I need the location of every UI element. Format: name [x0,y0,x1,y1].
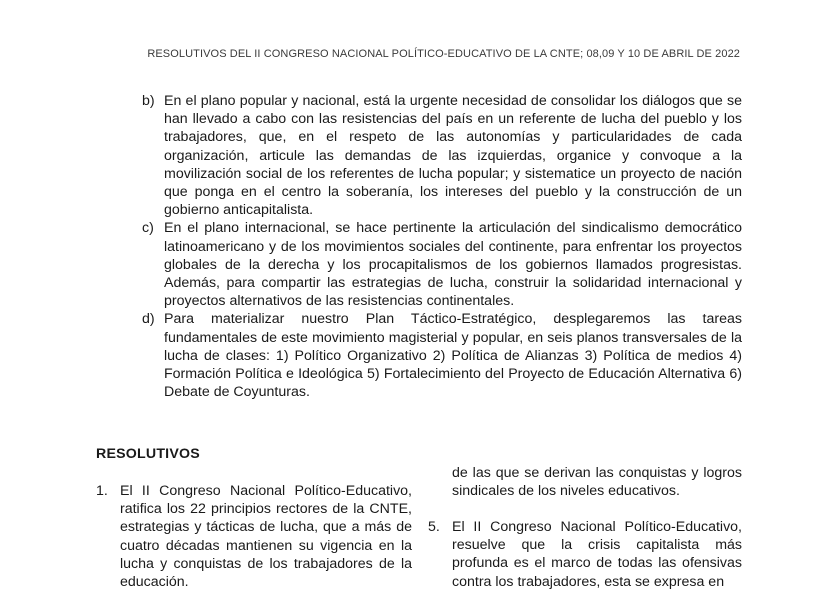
list-item-text: Para materializar nuestro Plan Táctico-Estratégico, desplegaremos las tareas fundamentales de este movimiento magisterial y popular, en seis planos transversales de la lucha de clases: 1) Político Organizativo 2) Política de Alianzas 3) Política de medios 4) Formación Política e Ideológica 5) Fortalecimiento del Proyecto de Educación Alternativa 6) Debate de Coyunturas. [164,311,742,401]
list-item-text: En el plano internacional, se hace pertinente la articulación del sindicalismo democrático latinoamericano y de los movimientos sociales del continente, para enfrentar los proyectos globales de la derecha y los procapitalismos de los gobiernos llamados progresistas. Además, para compartir las estrategias de lucha, construir la solidaridad internacional y proyectos alternativos de las resistencias continentales. [164,220,742,310]
right-column-continuation: de las que se derivan las conquistas y logros sindicales de los niveles educativos. [452,465,742,500]
list-item-b [142,92,742,219]
list-item-d [142,310,742,401]
list-item-c [142,219,742,310]
item-text: El II Congreso Nacional Político-Educativo, resuelve que la crisis capitalista más profunda es el marco de todas las ofensivas contra los trabajadores, esta se expresa en [452,519,742,590]
list-marker: d) [142,311,155,328]
item-text: El II Congreso Nacional Político-Educativo, ratifica los 22 principios rectores de la CNTE, estrategias y tácticas de lucha, que a más de cuatro décadas mantienen su vigencia en la lucha y conquistas de los trabajadores de la educación. [120,483,412,591]
intro-list [142,92,742,401]
list-marker: b) [142,93,155,109]
resolutivo-item-1 [96,482,412,591]
section-heading: RESOLUTIVOS [96,446,200,462]
item-number: 1. [96,483,108,499]
left-column [96,482,412,591]
running-header: RESOLUTIVOS DEL II CONGRESO NACIONAL POLÍTICO-EDUCATIVO DE LA CNTE; 08,09 Y 10 DE ABRIL DE 2022 [147,48,740,60]
item-number: 5. [428,519,440,535]
list-marker: c) [142,220,154,237]
list-item-text: En el plano popular y nacional, está la urgente necesidad de consolidar los diálogos que se han llevado a cabo con las resistencias del país en un referente de lucha del pueblo y los trabajadores, que, en el respeto de las autonomías y particularidades de cada organización, articule las demandas de las izquierdas, organice y convoque a la movilización social de los referentes de lucha popular; y sistematice un proyecto de nación que ponga en el centro la soberanía, los intereses del pueblo y la construcción de un gobierno anticapitalista. [164,93,742,219]
